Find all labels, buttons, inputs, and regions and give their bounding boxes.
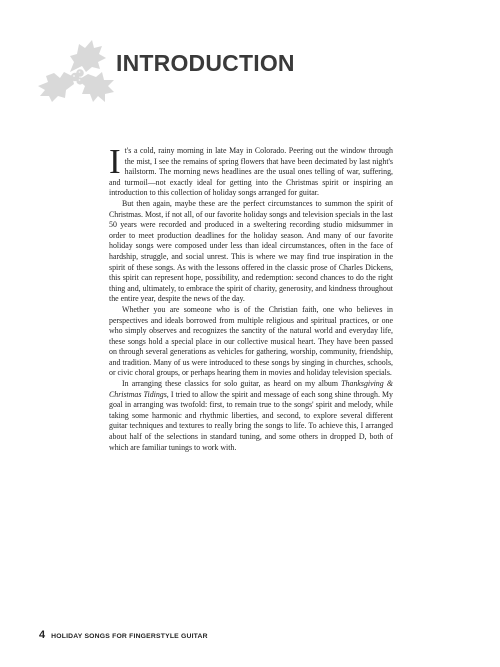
paragraph-4-text-start: In arranging these classics for solo guitar, as heard on my album bbox=[122, 379, 342, 389]
drop-cap: I bbox=[109, 142, 121, 181]
album-title: Thanksgiving & Christmas Tidings bbox=[109, 379, 393, 399]
paragraph-4-text-end: , I tried to allow the spirit and message of each song shine through. My goal in arranging was twofold: first, to remain true to the songs' spirit and melody, while taking some harmonic and rhythmic liberties, and second, to explore several different guitar techniques and textures to really bring the songs to life. To achieve this, I arranged about half of the selections in standard tuning, and some others in dropped D, both of which are familiar tunings to work with. bbox=[109, 389, 393, 452]
paragraph-2: But then again, maybe these are the perfect circumstances to summon the spirit of Christmas. Most, if not all, of our favorite holiday songs and television specials in the last 50 years were recorded and produced in a sweltering recording studio midsummer in order to meet production deadlines for the holiday season. And many of our favorite holiday songs were composed under less than ideal circumstances, often in the face of hardship, struggle, and social unrest. This is where we may find true inspiration in the spirit of these songs. As with the lessons offered in the classic prose of Charles Dickens, this spirit can represent hope, possibility, and redemption: second chances to do the right thing and, ultimately, to embrace the spirit of charity, generosity, and kindness throughout the entire year, despite the news of the day. bbox=[109, 198, 393, 304]
paragraph-4 bbox=[109, 379, 393, 453]
introduction-body bbox=[109, 142, 393, 453]
page-footer bbox=[39, 629, 208, 641]
running-title: HOLIDAY SONGS FOR FINGERSTYLE GUITAR bbox=[51, 633, 208, 640]
page-number: 4 bbox=[39, 629, 46, 641]
holly-leaves-icon bbox=[30, 32, 122, 116]
page-title: INTRODUCTION bbox=[116, 50, 295, 76]
paragraph-1-text: t's a cold, rainy morning in late May in Colorado. Peering out the window through the mist, I see the remains of spring flowers that have been decimated by last night's hailstorm. The morning news headlines are the usual ones telling of war, suffering, and turmoil—not exactly ideal for getting into the Christmas spirit or inspiring an introduction to this collection of holiday songs arranged for guitar. bbox=[109, 146, 393, 198]
paragraph-3: Whether you are someone who is of the Christian faith, one who believes in perspectives and ideals borrowed from multiple religious and spiritual practices, or one who simply observes and recognizes the sanctity of the natural world and everyday life, these songs hold a special place in our collective musical heart. They have been passed on through several generations as vehicles for gathering, worship, community, friendship, and tradition. Many of us were introduced to these songs by singing in churches, schools, or civic choral groups, or perhaps hearing them in movies and holiday television specials. bbox=[109, 304, 393, 378]
paragraph-1 bbox=[109, 142, 393, 199]
